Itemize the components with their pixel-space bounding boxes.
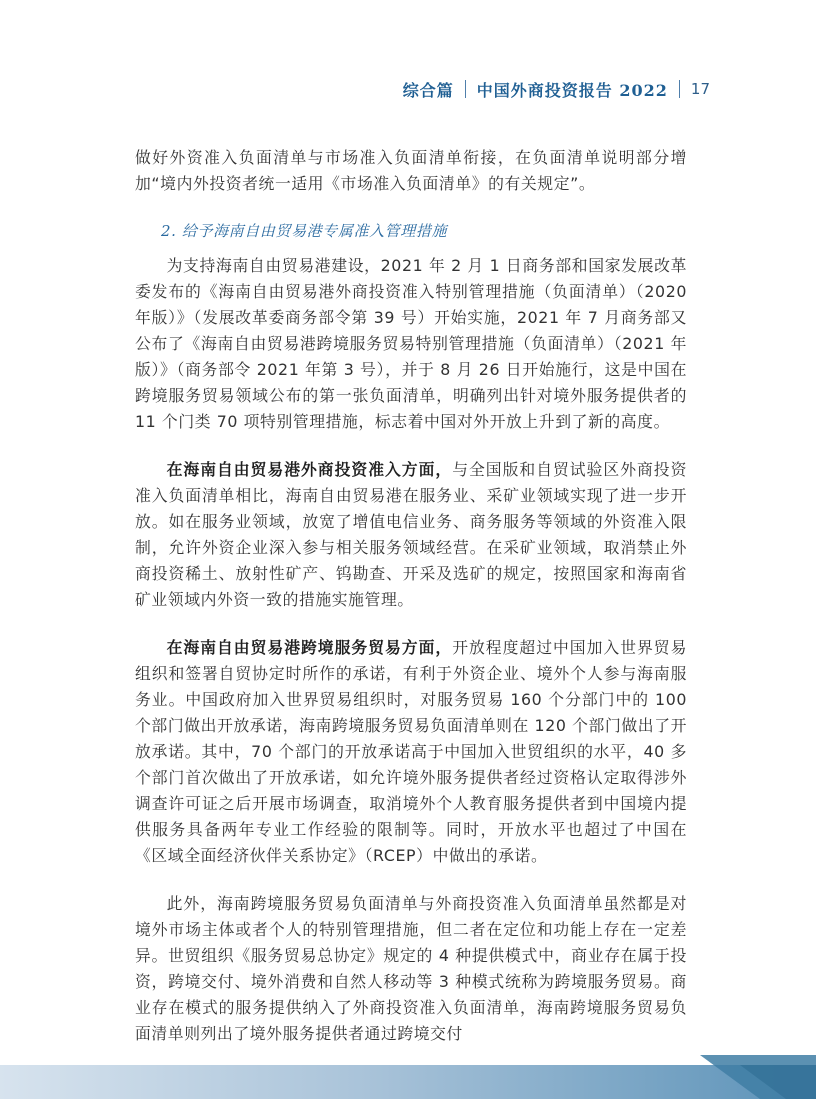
paragraph-3-text: 与全国版和自贸试验区外商投资准入负面清单相比，海南自由贸易港在服务业、采矿业领域实现了进一步开放。如在服务业领域，放宽了增值电信业务、商务服务等领域的外资准入限制，允许外资企业深入参与相关服务领域经营。在采矿业领域，取消禁止外商投资稀土、放射性矿产、钨勘查、开采及选矿的规定，按照国家和海南省矿业领域内外资一致的措施实施管理。: [135, 460, 688, 609]
paragraph-4-lead: 在海南自由贸易港跨境服务贸易方面，: [166, 638, 453, 657]
report-title: 中国外商投资报告 2022: [476, 80, 668, 100]
paragraph-3: [135, 457, 687, 613]
header-divider: [679, 80, 680, 98]
paragraph-4-text: 开放程度超过中国加入世界贸易组织和签署自贸协定时所作的承诺，有利于外资企业、境外个人参与海南服务业。中国政府加入世界贸易组织时，对服务贸易 160 个分部门中的 100 个部门做出开放承诺，海南跨境服务贸易负面清单则在 120 个部门做出了开放承诺。其中，70 个部门的开放承诺高于中国加入世贸组织的水平，40 多个部门首次做出了开放承诺，如允许境外服务提供者经过资格认定取得涉外调查许可证之后开展市场调查，取消境外个人教育服务提供者到中国境内提供服务具备两年专业工作经验的限制等。同时，开放水平也超过了中国在《区域全面经济伙伴关系协定》（RCEP）中做出的承诺。: [135, 638, 688, 865]
footer-band-graphic: [0, 1055, 816, 1099]
footer-decorative-band: [0, 1055, 816, 1099]
section-subheading: 2. 给予海南自由贸易港专属准入管理措施: [161, 222, 448, 240]
header-divider: [465, 80, 466, 98]
paragraph-4: [135, 635, 687, 869]
section-name: 综合篇: [402, 80, 454, 100]
paragraph-5: 此外，海南跨境服务贸易负面清单与外商投资准入负面清单虽然都是对境外市场主体或者个人的特别管理措施，但二者在定位和功能上存在一定差异。世贸组织《服务贸易总协定》规定的 4 种提供模式中，商业存在属于投资，跨境交付、境外消费和自然人移动等 3 种模式统称为跨境服务贸易。商业存在模式的服务提供纳入了外商投资准入负面清单，海南跨境服务贸易负面清单则列出了境外服务提供者通过跨境交付: [135, 894, 687, 1043]
page-number: 17: [690, 80, 710, 98]
paragraph-2: 为支持海南自由贸易港建设，2021 年 2 月 1 日商务部和国家发展改革委发布的《海南自由贸易港外商投资准入特别管理措施（负面清单）（2020 年版）》（发展改革委商务部令第 39 号）开始实施，2021 年 7 月商务部又公布了《海南自由贸易港跨境服务贸易特别管理措施（负面清单）（2021 年版）》（商务部令 2021 年第 3 号），并于 8 月 26 日开始施行，这是中国在跨境服务贸易领域公布的第一张负面清单，明确列出针对境外服务提供者的 11 个门类 70 项特别管理措施，标志着中国对外开放上升到了新的高度。: [135, 256, 687, 431]
paragraph-3-lead: 在海南自由贸易港外商投资准入方面，: [166, 460, 453, 479]
paragraph-1: 做好外资准入负面清单与市场准入负面清单衔接，在负面清单说明部分增加“境内外投资者统一适用《市场准入负面清单》的有关规定”。: [135, 148, 687, 193]
running-header: [403, 76, 710, 102]
body-text: [135, 145, 687, 1047]
